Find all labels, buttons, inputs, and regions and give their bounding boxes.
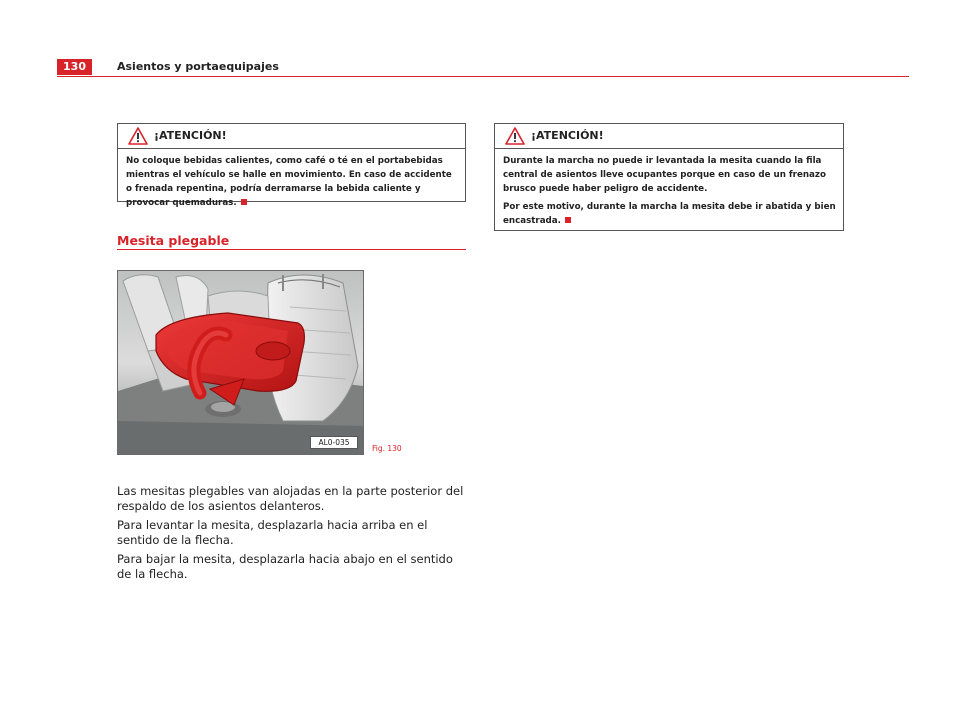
warning-triangle-icon [128,127,148,145]
body-text [117,484,467,586]
warning-body [118,149,465,210]
warning-body [495,149,843,228]
warning-title: ¡ATENCIÓN! [531,129,604,142]
figure-caption: Fig. 130 [372,444,402,453]
section-rule [117,249,466,250]
body-paragraph: Las mesitas plegables van alojadas en la parte posterior del respaldo de los asientos delanteros. [117,484,464,513]
end-mark-icon [241,199,247,205]
warning-box-2 [494,123,844,231]
warning-box-1 [117,123,466,208]
page-header-title: Asientos y portaequipajes [117,60,279,73]
warning-header [118,124,465,149]
end-mark-icon [565,217,571,223]
section-title: Mesita plegable [117,233,230,248]
figure-folding-tray [117,270,364,455]
header-rule [57,76,909,77]
warning-paragraph: No coloque bebidas calientes, como café o té en el portabebidas mientras el vehículo se halle en movimiento. En caso de accidente o frenada repentina, podría derramarse la bebida caliente y provocar quemaduras. [126,156,452,208]
warning-paragraph: Durante la marcha no puede ir levantada la mesita cuando la fila central de asientos lleve ocupantes porque en caso de un frenazo brusco puede haber peligro de accidente. [503,156,826,194]
warning-title: ¡ATENCIÓN! [154,129,227,142]
warning-header [495,124,843,149]
figure-code-label: AL0-035 [310,436,358,449]
page-number: 130 [57,59,92,75]
warning-triangle-icon [505,127,525,145]
body-paragraph: Para levantar la mesita, desplazarla hacia arriba en el sentido de la flecha. [117,518,428,547]
folding-tray-illustration [118,271,363,454]
body-paragraph: Para bajar la mesita, desplazarla hacia abajo en el sentido de la flecha. [117,552,453,581]
warning-paragraph: Por este motivo, durante la marcha la mesita debe ir abatida y bien encastrada. [503,202,836,226]
